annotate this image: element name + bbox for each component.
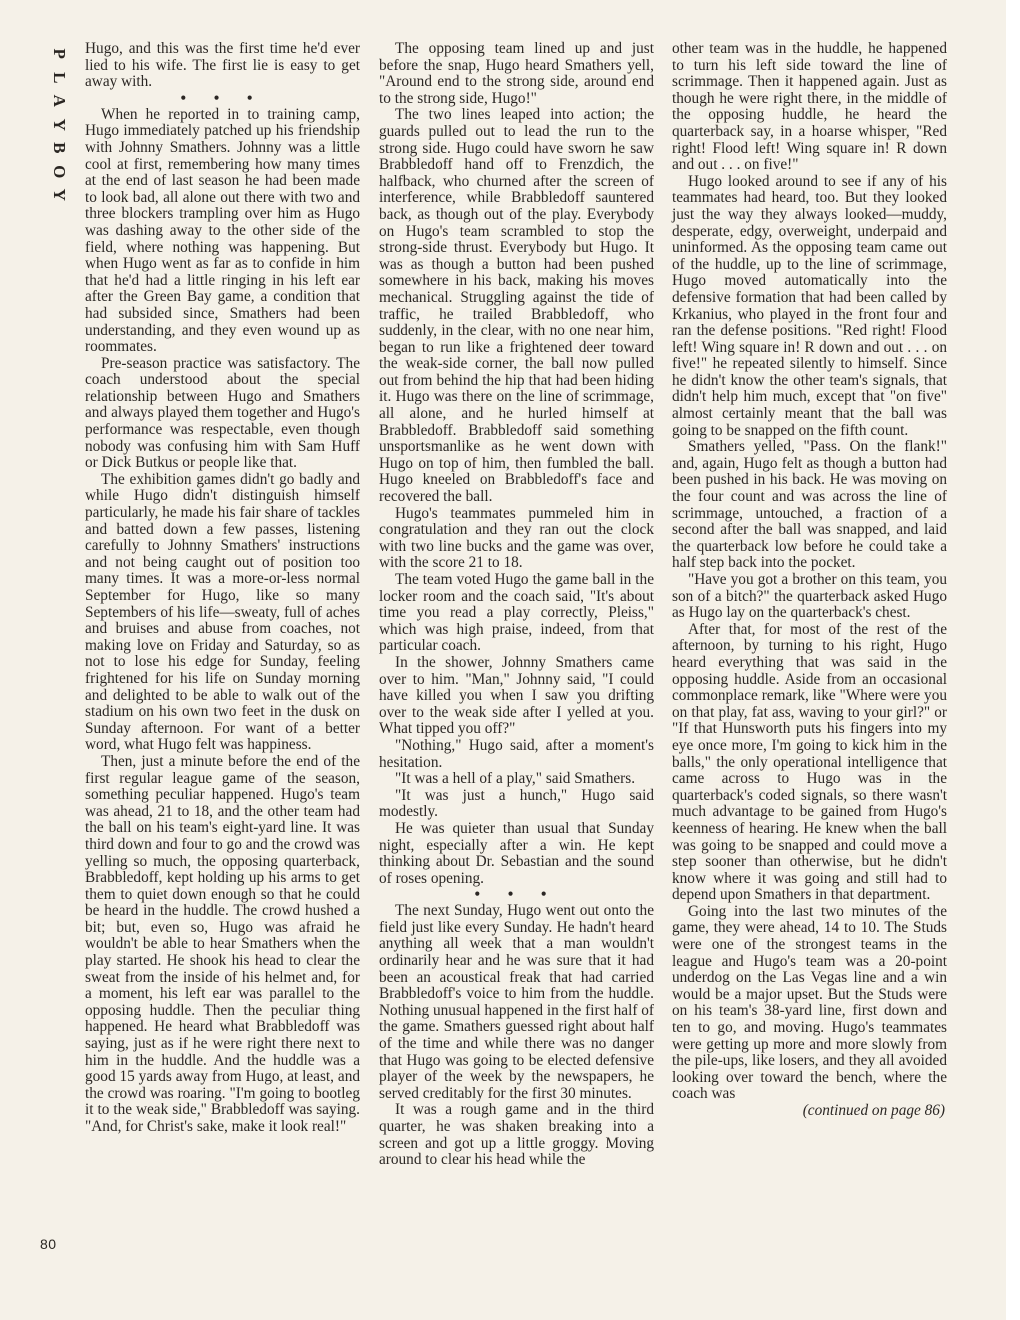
paragraph: Going into the last two minutes of the game, they were ahead, 14 to 10. The Studs were one of the strongest teams in the league and Hugo's team was a 20-point underdog on the Las Vegas line and a win would be a major upset. But the Studs were on his team's 38-yard line, first down and ten to go, and moving. Hugo's teammates were getting up more and more slowly from the pile-ups, like losers, and they all avoided looking over toward the bench, where the coach was — [672, 902, 947, 1103]
paragraph: When he reported in to training camp, Hugo immediately patched up his friendship with Johnny Smathers. Johnny was a little cool at first, remembering how many times at the end of last season he had been made to look bad, all alone out there with two and three blockers trampling over him as Hugo was dashing away to the other side of the field, where nothing was happening. But when Hugo went as far as to confide in him that he'd had a little ringing in his left ear after the Green Bay game, a condition that had subsided since, Smathers had been understanding, and they even wound up as roommates. — [85, 105, 360, 356]
text-column-1 — [85, 41, 360, 1136]
section-break: • • • — [180, 89, 265, 107]
page-number: 80 — [40, 1236, 57, 1252]
paragraph: Hugo's teammates pummeled him in congratulation and they ran out the clock with two line bucks and the game was over, with the score 21 to 18. — [379, 504, 654, 572]
masthead-letter: L — [49, 71, 69, 83]
masthead-letter: O — [49, 164, 69, 178]
masthead-letter: Y — [49, 188, 69, 201]
paragraph: It was a rough game and in the third quarter, he was shaken breaking into a screen and got up a little groggy. Moving around to clear his head while the — [379, 1101, 654, 1169]
paragraph: Then, just a minute before the end of the first regular league game of the season, something peculiar happened. Hugo's team was ahead, 21 to 18, and the other team had the ball on his team's eight-yard line. It was third down and four to go and the crowd was yelling so much, the opposing quarterback, Brabbledoff, kept holding up his arms to get them to quiet down enough so that he could be heard in the huddle. The crowd hushed a bit; but, even so, Hugo was afraid he wouldn't be able to hear Smathers when the play started. He shook his head to clear the sweat from the inside of his helmet and, for a moment, his left ear was parallel to the opposing huddle. Then the peculiar thing happened. He heard what Brabbledoff was saying, just as if he were right there next to him in the huddle. And the huddle was a good 15 yards away from Hugo, at least, and the crowd was roaring. "I'm going to bootleg it to the weak side," Brabbledoff was saying. "And, for Christ's sake, make it look real!" — [85, 752, 360, 1135]
playboy-masthead — [44, 42, 74, 207]
paragraph: He was quieter than usual that Sunday night, especially after a win. He kept thinking about Dr. Sebastian and the sound of roses opening. — [379, 819, 654, 887]
paragraph: After that, for most of the rest of the afternoon, by turning to his right, Hugo heard everything that was said in the opposing huddle. Aside from an occasional commonplace remark, like "Where were you on that play, fat ass, waving to your girl?" or "If that Hunsworth puts his fingers into my eye once more, I'm going to kick him in the balls," the only operational intelligence that came across to Hugo was in the quarterback's coded signals, so there wasn't much advantage to be gained from Hugo's keenness of hearing. He knew when the ball was going to be snapped and could move a step sooner than otherwise, but he didn't know where it was going and still had to depend upon Smathers in that department. — [672, 620, 947, 904]
paragraph: "It was a hell of a play," said Smathers. — [395, 770, 636, 788]
paragraph: The opposing team lined up and just before the snap, Hugo heard Smathers yell, "Around end to the strong side, around end to the strong side, Hugo!" — [379, 40, 654, 107]
paragraph: The team voted Hugo the game ball in the locker room and the coach said, "It's about time you read a play correctly, Pleiss," which was high praise, indeed, from that particular coach. — [379, 571, 654, 655]
paragraph: "Nothing," Hugo said, after a moment's hesitation. — [379, 736, 654, 771]
text-column-2 — [379, 41, 654, 1169]
masthead-letter: P — [49, 48, 69, 59]
paragraph: The next Sunday, Hugo went out onto the field just like every Sunday. He hadn't heard anything all week that a man wouldn't ordinarily hear and he was sure that it had been an acoustical freak that had carried Brabbledoff's voice to him from the huddle. Nothing unusual happened in the first half of the game. Smathers guessed right about half of the time and while there was no danger that Hugo was going to be elected defensive player of the week by the newspapers, he served creditably for the first 30 minutes. — [379, 902, 654, 1102]
paragraph: Hugo looked around to see if any of his teammates had heard, too. But they looked just the way they always looked—muddy, desperate, edgy, overweight, underpaid and uninformed. As the opposing team came out of the huddle, up to the line of scrimmage, Hugo moved automatically into the defensive formation that had been called by Krkanius, who played in the front four and ran the defense positions. "Red right! Flood left! Wing square in! R down and out . . . on five!" he repeated silently to himself. Since he didn't know the other team's signals, that didn't help him much, except that "on five" almost certainly meant that the ball was going to be snapped on the fifth count. — [672, 172, 947, 439]
masthead-letter: Y — [49, 118, 69, 131]
text-column-3 — [672, 41, 947, 1120]
paragraph: The two lines leaped into action; the guards pulled out to lead the run to the strong side. Hugo could have sworn he saw Brabbledoff hand off to Frenzdich, the halfback, who churned after the screen of interference, while Brabbledoff sauntered back, as though out of the play. Everybody on Hugo's team scrambled to stop the strong-side thrust. Everybody but Hugo. It was as though a button had been pushed somewhere in his back, making his moves mechanical. Struggling against the tide of traffic, he trailed Brabbledoff, who suddenly, in the clear, with no one near him, began to run like a frightened deer toward the weak-side corner, the ball now pulled out from behind the hip that had been hiding it. Hugo was there on the line of scrimmage, all alone, and he hurled himself at Brabbledoff. Brabbledoff said something unsportsmanlike as he went down with Hugo on top of him, then fumbled the ball. Hugo kneeled on Brabbledoff's face and recovered the ball. — [379, 106, 654, 506]
masthead-letter: B — [49, 142, 69, 154]
paragraph: Pre-season practice was satisfactory. The coach understood about the special relationship between Hugo and Smathers and always played them together and Hugo's performance was respectable, even though nobody was confusing him with Sam Huff or Dick Butkus or people like that. — [85, 354, 360, 472]
section-break: • • • — [474, 886, 559, 904]
paragraph: Smathers yelled, "Pass. On the flank!" and, again, Hugo felt as though a button had been pushed in his back. He was moving on the four count and was across the line of scrimmage, untouched, a fraction of a second after the ball was snapped, and laid the quarterback low before he could take a half step back into the pocket. — [672, 438, 947, 572]
masthead-letter: A — [49, 94, 69, 107]
paragraph: "It was just a hunch," Hugo said modestly. — [379, 786, 654, 821]
paragraph-continued: Hugo, and this was the first time he'd ever lied to his wife. The first lie is easy to get away with. — [85, 40, 360, 91]
paragraph: The exhibition games didn't go badly and while Hugo didn't distinguish himself particularly, he made his fair share of tackles and batted down a few passes, listening carefully to Johnny Smathers' instructions and not being caught out of position too many times. It was a more-or-less normal September for Hugo, like so many Septembers of his life—sweaty, full of aches and bruises and abuse from coaches, not making love on Friday and Saturday, so as not to lose his edge for Sunday, feeling frightened for his life on Sunday morning and delighted to be able to walk out of the stadium on his own two feet in the dusk on Sunday afternoon. For want of a better word, what Hugo felt was happiness. — [85, 470, 360, 754]
paragraph: "Have you got a brother on this team, you son of a bitch?" the quarterback asked Hugo as Hugo lay on the quarterback's chest. — [672, 571, 947, 622]
continued-note: (continued on page 86) — [802, 1102, 945, 1119]
paragraph-continued: other team was in the huddle, he happened to turn his left side toward the line of scrimmage. Then it happened again. Just as though he were right there, in the middle of the opposing huddle, he heard the quarterback say, in a hoarse whisper, "Red right! Flood left! Wing square in! R down and out . . . on five!" — [672, 40, 947, 174]
paragraph: In the shower, Johnny Smathers came over to him. "Man," Johnny said, "I could have killed you when I saw you drifting over to the weak side after I yelled at you. What tipped you off?" — [379, 653, 654, 738]
